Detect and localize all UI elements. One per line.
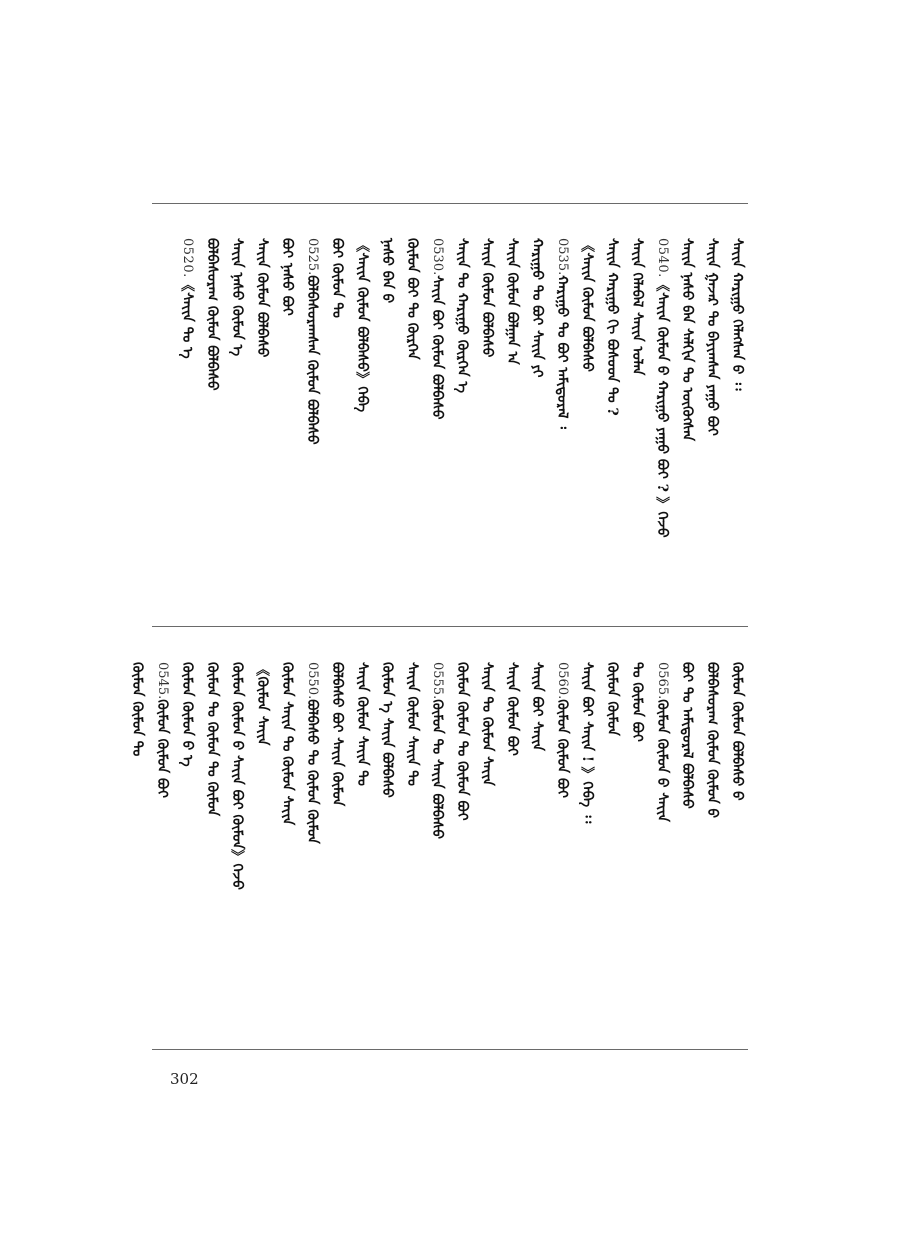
verse-text: ᠪᠤᠢ ᠨᠠᠰᠤ ᠪᠤᠢ — [279, 238, 295, 316]
verse-text: 《ᠰᠠᠶ᠋ᠢᠨ ᠲᠤ ᠡ — [179, 277, 195, 359]
verse-line — [577, 662, 597, 823]
verse-text: 《ᠰᠠᠶ᠋ᠢᠨ ᠬᠦᠮᠦᠨ ᠤ᠋ ᠬᠠᠷᠢᠭᠤ ᠶᠠᠭᠤ ᠪᠤᠢ ? 》ᠭᠡᠵᠦ — [654, 277, 670, 538]
verse-text: ᠰᠠᠶ᠋ᠢᠨ ᠪᠤᠢ ᠰᠠᠶ᠋ᠢᠨ ! 》ᠭᠡᠪᠡ ᠄᠄ — [579, 662, 595, 824]
verse-text: ᠰᠠᠶ᠋ᠢᠨ ᠭᠠᠵᠠᠷ ᠲᠤ ᠪᠠᠶᠢᠭᠰᠠᠨ ᠶᠠᠭᠤ ᠪᠤᠢ — [704, 238, 720, 436]
verse-text: ᠰᠠᠶ᠋ᠢᠨ ᠲᠤ ᠬᠠᠷᠢᠭᠤ ᠬᠦᠷᠭᠡᠨ ᠡ — [454, 238, 470, 393]
verse-line — [527, 662, 547, 751]
verse-line — [202, 662, 222, 816]
verse-line — [727, 662, 747, 801]
middle-divider — [152, 626, 748, 627]
verse-text: ᠰᠠᠶ᠋ᠢᠨ ᠬᠦᠮᠦᠨ ᠪᠤᠢ — [504, 662, 520, 756]
verse-line — [252, 238, 272, 357]
verse-text: ᠬᠦᠮᠦᠨ ᠬᠦᠮᠦᠨ ᠪᠤᠢ — [554, 699, 570, 799]
verse-text: ᠬᠦᠮᠦᠨ ᠬᠦᠮᠦᠨ ᠪᠤᠢ — [154, 699, 170, 799]
verse-line — [202, 238, 222, 391]
verse-line — [427, 662, 447, 839]
verse-text: ᠬᠦᠮᠦᠨ ᠬᠦᠮᠦᠨ — [604, 662, 620, 736]
verse-line — [502, 238, 522, 365]
verse-line — [727, 238, 747, 391]
verse-line — [177, 662, 197, 767]
verse-line — [677, 662, 697, 809]
verse-text: ᠬᠦᠮᠦᠨ ᠬᠦᠮᠦᠨ ᠦ᠌ ᠰᠠᠶ᠋ᠢᠨ — [654, 699, 670, 822]
verse-line — [402, 662, 422, 786]
verse-text: ᠬᠦᠮᠦᠨ ᠰᠠᠶ᠋ᠢᠨ ᠲᠤ ᠬᠦᠮᠦᠨ ᠰᠠᠶ᠋ᠢᠨ — [279, 662, 295, 826]
verse-line — [627, 662, 647, 742]
verse-text: ᠬᠦᠮᠦᠨ ᠬᠦᠮᠦᠨ ᠲᠤ — [129, 662, 145, 757]
verse-line — [227, 662, 247, 890]
verse-text: ᠨᠠᠰᠤ ᠪᠠᠨ ᠦ᠌ — [379, 238, 395, 304]
verse-line — [502, 662, 522, 756]
verse-line — [127, 662, 147, 756]
verse-text: ᠰᠠᠶ᠋ᠢᠨ ᠬᠦᠮᠦᠨ ᠰᠠᠶ᠋ᠢᠨ ᠲᠤ — [404, 662, 420, 786]
verse-line — [677, 238, 697, 441]
verse-text: ᠰᠠᠶ᠋ᠢᠨ ᠨᠠᠰᠤ ᠪᠠᠨ ᠰᠠᠯᠬᠢᠨ ᠲᠤ ᠦᠬᠦᠭᠰᠡᠨ — [679, 238, 695, 442]
verse-line — [702, 662, 722, 818]
verse-line — [452, 662, 472, 821]
verse-text: 《ᠰᠠᠶ᠋ᠢᠨ ᠬᠦᠮᠦᠨ ᠪᠣᠯᠪᠠᠰᠤ — [579, 238, 595, 372]
verse-text: ᠪᠣᠯᠪᠠᠰᠤᠷᠠᠭ ᠬᠦᠮᠦᠨ ᠬᠦᠮᠦᠨ ᠦ᠌ — [704, 662, 720, 819]
verse-text: ᠬᠦᠮᠦᠨ ᠬᠦᠮᠦᠨ ᠦ᠌ ᠡ — [179, 662, 195, 767]
verse-line — [152, 662, 172, 798]
verse-line — [477, 238, 497, 357]
verse-text: ᠬᠦᠮᠦᠨ ᠬᠦᠮᠦᠨ ᠦ᠌ ᠰᠠᠶ᠋ᠢᠨ ᠪᠤᠢ ᠬᠦᠮᠦᠨ》ᠭᠡᠵᠦ — [229, 662, 245, 890]
verse-line — [452, 238, 472, 393]
line-number: 0560. — [555, 662, 570, 700]
verse-line — [327, 662, 347, 806]
verse-text: ᠬᠦᠮᠦᠨ ᠡ ᠰᠠᠶ᠋ᠢᠨ ᠪᠣᠯᠪᠠᠰᠤ — [379, 662, 395, 798]
verse-line — [702, 238, 722, 436]
line-number: 0550. — [305, 662, 320, 700]
line-number: 0555. — [430, 662, 445, 700]
verse-text: ᠪᠤᠢ ᠬᠦᠮᠦᠨ ᠲᠤ — [329, 238, 345, 318]
verse-line — [527, 238, 547, 378]
verse-line — [552, 238, 572, 429]
verse-text: ᠰᠠᠶ᠋ᠢᠨ ᠲᠤ ᠬᠦᠮᠦᠨ ᠰᠠᠶ᠋ᠢᠨ — [479, 662, 495, 786]
line-number: 0530. — [430, 238, 445, 276]
verse-text: ᠲᠤ ᠬᠦᠮᠦᠨ ᠪᠤᠢ — [629, 662, 645, 742]
verse-line — [352, 662, 372, 786]
verse-line — [227, 238, 247, 356]
verse-text: ᠪᠣᠯᠪᠠᠰᠤ ᠪᠤᠢ ᠰᠠᠶ᠋ᠢᠨ ᠬᠦᠮᠦᠨ — [329, 662, 345, 807]
verse-text: ᠪᠣᠯᠪᠠᠰᠤᠷᠠᠭᠰᠠᠨ ᠬᠦᠮᠦᠨ ᠪᠣᠯᠪᠠᠰᠤ — [304, 275, 320, 445]
verse-line — [252, 662, 272, 745]
verse-line — [402, 238, 422, 360]
verse-line — [302, 238, 322, 445]
verse-text: ᠰᠠᠶ᠋ᠢᠨ ᠬᠦᠮᠦᠨ ᠪᠣᠯᠪᠠᠰᠤ — [254, 238, 270, 358]
page-number: 302 — [170, 1070, 199, 1088]
verse-text: ᠬᠦᠮᠦᠨ ᠪᠤᠢ ᠲᠤ ᠬᠦᠷᠭᠡᠨ — [404, 238, 420, 360]
verse-text: ᠬᠠᠷᠢᠭᠤ ᠲᠤ ᠪᠤᠢ ᠠᠮᠢᠳᠤᠷᠠᠯ ᠄ — [554, 275, 570, 429]
verse-line — [352, 238, 372, 412]
verse-text: ᠬᠦᠮᠦᠨ ᠬᠦᠮᠦᠨ ᠲᠤ ᠬᠦᠮᠦᠨ ᠪᠤᠢ — [454, 662, 470, 821]
verse-line — [652, 238, 672, 538]
verse-text: ᠰᠠᠶ᠋ᠢᠨ ᠬᠠᠷᠢᠭᠤ ᠬᠢ ᠪᠤᠰᠤᠳ ᠲᠤ ? — [604, 238, 620, 416]
line-number: 0525. — [305, 238, 320, 276]
verse-text: ᠰᠠᠶ᠋ᠢᠨ ᠬᠦᠮᠦᠨ ᠪᠣᠯᠭᠠᠨ ᠠ — [504, 238, 520, 365]
verse-text: ᠬᠦᠮᠦᠨ ᠬᠦᠮᠦᠨ ᠪᠣᠯᠪᠠᠰᠤ ᠦ᠌ — [729, 662, 745, 801]
verse-line — [277, 662, 297, 825]
line-number: 0545. — [155, 662, 170, 700]
verse-text: ᠪᠣᠯᠪᠠᠰᠤ ᠲᠤ ᠬᠦᠮᠦᠨ ᠬᠦᠮᠦᠨ — [304, 699, 320, 844]
line-number: 0565. — [655, 662, 670, 700]
verse-line — [327, 238, 347, 318]
verse-text: ᠰᠠᠶ᠋ᠢᠨ ᠨᠠᠰᠤ ᠬᠦᠮᠦᠨ ᠡ — [229, 238, 245, 357]
verse-text: ᠰᠠᠶ᠋ᠢᠨ ᠬᠡᠯᠡᠪᠡᠯ ᠰᠠᠶ᠋ᠢᠨ ᠤᠯᠠᠨ — [629, 238, 645, 376]
verse-line — [477, 662, 497, 786]
line-number: 0540. — [655, 238, 670, 278]
verse-line — [377, 238, 397, 303]
verse-line — [177, 238, 197, 359]
verse-section-upper — [172, 238, 747, 538]
verse-text: ᠪᠤᠢ ᠲᠤ ᠠᠮᠢᠳᠤᠷᠠᠯ ᠪᠣᠯᠪᠠᠰᠤ — [679, 662, 695, 809]
verse-line — [377, 662, 397, 798]
line-number: 0535. — [555, 238, 570, 276]
verse-text: ᠰᠠᠶ᠋ᠢᠨ ᠪᠤᠢ ᠰᠠᠶ᠋ᠢᠨ — [529, 662, 545, 752]
line-number: 0520. — [180, 238, 195, 278]
verse-text: ᠰᠠᠶ᠋ᠢᠨ ᠬᠠᠷᠢᠭᠤ ᠬᠡᠯᠡᠭᠰᠡᠨ ᠦ᠌ ᠄᠄ — [729, 238, 745, 391]
verse-text: 《ᠬᠦᠮᠦᠨ ᠰᠠᠶ᠋ᠢᠨ — [254, 662, 270, 746]
verse-text: ᠰᠠᠶ᠋ᠢᠨ ᠪᠤᠢ ᠬᠦᠮᠦᠨ ᠪᠣᠯᠪᠠᠰᠤ — [429, 275, 445, 420]
verse-line — [427, 238, 447, 420]
verse-text: ᠬᠠᠷᠢᠭᠤ ᠲᠤ ᠪᠤᠢ ᠰᠠᠶ᠋ᠢᠨ ᠶᠢ — [529, 238, 545, 378]
verse-text: ᠪᠣᠯᠪᠠᠰᠤᠷᠠᠭ ᠬᠦᠮᠦᠨ ᠪᠣᠯᠪᠠᠰᠤ — [204, 238, 220, 391]
verse-section-lower — [122, 662, 747, 890]
verse-text: ᠬᠦᠮᠦᠨ ᠲᠤ ᠬᠦᠮᠦᠨ ᠲᠤ ᠬᠦᠮᠦᠨ — [204, 662, 220, 817]
verse-line — [577, 238, 597, 372]
verse-text: ᠬᠦᠮᠦᠨ ᠲᠤ ᠰᠠᠶ᠋ᠢᠨ ᠪᠣᠯᠪᠠᠰᠤ — [429, 699, 445, 839]
verse-line — [627, 238, 647, 375]
verse-line — [602, 662, 622, 736]
verse-text: ᠰᠠᠶ᠋ᠢᠨ ᠬᠦᠮᠦᠨ ᠪᠣᠯᠪᠠᠰᠤ — [479, 238, 495, 358]
verse-text: 《ᠰᠠᠶ᠋ᠢᠨ ᠬᠦᠮᠦᠨ ᠪᠣᠯᠪᠠᠰᠤ》ᠭᠡᠪᠡ — [354, 238, 370, 413]
verse-text: ᠰᠠᠶ᠋ᠢᠨ ᠬᠦᠮᠦᠨ ᠰᠠᠶ᠋ᠢᠨ ᠲᠤ — [354, 662, 370, 786]
verse-line — [302, 662, 322, 844]
top-divider — [152, 203, 748, 204]
verse-line — [277, 238, 297, 316]
bottom-divider — [152, 1049, 748, 1050]
verse-line — [602, 238, 622, 416]
verse-line — [652, 662, 672, 822]
verse-line — [552, 662, 572, 798]
